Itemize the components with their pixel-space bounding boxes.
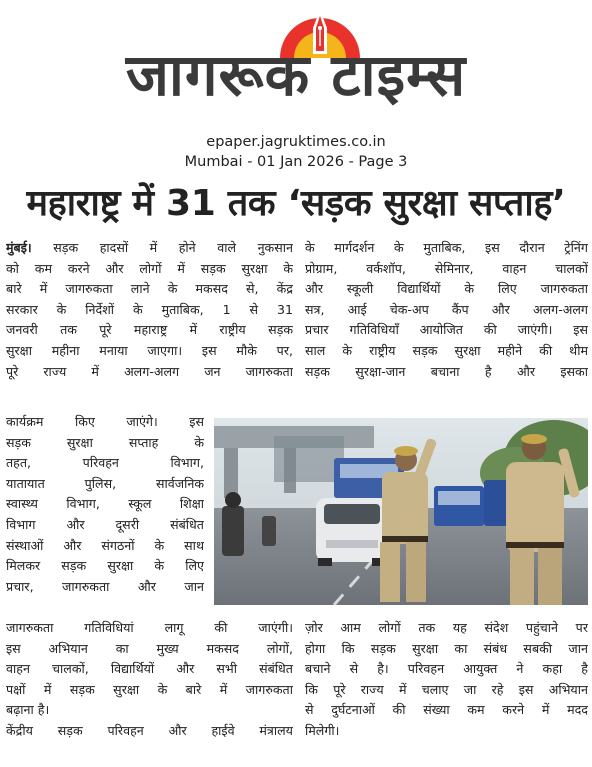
text-line: ज़ोर आम लोगों तक यह संदेश पहुंचाने पर xyxy=(305,620,588,635)
text-line: प्रचार, जागरुकता और जान xyxy=(6,578,204,594)
article-column-a xyxy=(6,238,293,382)
text-line xyxy=(6,238,293,259)
text-line-content: सड़क हादसों में होने वाले नुकसान xyxy=(31,240,293,255)
text-line: बचाने से है। परिवहन आयुक्त ने कहा है xyxy=(305,661,588,677)
text-line: सड़क सुरक्षा-जान बचाना है और इसका xyxy=(305,363,588,379)
edition-date-page: Mumbai - 01 Jan 2026 - Page 3 xyxy=(184,154,408,170)
text-line: और स्कूली विद्यार्थियों के लिए जागरुकता xyxy=(305,281,588,297)
text-line: जागरुकता गतिविधियां लागू की जाएंगी। xyxy=(6,620,293,635)
article-column-c xyxy=(6,412,204,597)
epaper-url[interactable]: epaper.jagruktimes.co.in xyxy=(206,134,386,150)
text-line: सरकार के निर्देशों के मुताबिक, 1 से 31 xyxy=(6,301,293,317)
text-line: को कम करने और लोगों में सड़क सुरक्षा के xyxy=(6,260,293,276)
text-line: प्रचार गतिविधियाँ आयोजित की जाएंगी। इस xyxy=(305,322,588,338)
article-photo xyxy=(214,418,588,605)
text-line: तहत, परिवहन विभाग, xyxy=(6,455,204,471)
edition-info xyxy=(0,132,592,172)
text-line: के मार्गदर्शन के मुताबिक, इस दौरान ट्रेनिंग xyxy=(305,240,588,255)
article-column-e xyxy=(305,618,588,742)
text-line: से दुर्घटनाओं की संख्या कम करने में मदद xyxy=(305,702,588,718)
article-headline: महाराष्ट्र में 31 तक ‘सड़क सुरक्षा सप्ताह’ xyxy=(26,183,566,224)
dateline: मुंबई। xyxy=(6,240,32,255)
masthead xyxy=(0,0,592,125)
text-line: होगा कि सड़क सुरक्षा का संबंध सबकी जान xyxy=(305,640,588,656)
masthead-title: जागरूक टाइम्स xyxy=(125,41,467,109)
text-line: संस्थाओं और संगठनों के साथ xyxy=(6,537,204,553)
text-line: वाहन चालकों, विद्यार्थियों और सभी संबंधित xyxy=(6,661,293,677)
text-line: कि पूरे राज्य में चलाए जा रहे इस अभियान xyxy=(305,681,588,697)
text-line: विभाग और दूसरी संबंधित xyxy=(6,516,204,532)
text-line: केंद्रीय सड़क परिवहन और हाईवे मंत्रालय xyxy=(6,722,293,738)
text-line: सत्र, आई चेक-अप कैंप और अलग-अलग xyxy=(305,301,588,317)
text-line: पक्षों में सड़क सुरक्षा के बारे में जागरुकता xyxy=(6,681,293,697)
text-line: यातायात पुलिस, सार्वजनिक xyxy=(6,475,204,491)
traffic-police-photo xyxy=(214,418,588,605)
text-line: कार्यक्रम किए जाएंगे। इस xyxy=(6,414,204,429)
text-line: पूरे राज्य में अलग-अलग जन जागरुकता xyxy=(6,363,293,379)
article-column-d xyxy=(6,618,293,742)
text-line: जनवरी तक पूरे महाराष्ट्र में राष्ट्रीय सड़क xyxy=(6,322,293,338)
article-column-b xyxy=(305,238,588,382)
text-line: सुरक्षा महीना मनाया जाएगा। इस मौके पर, xyxy=(6,342,293,358)
text-line: सड़क सुरक्षा सप्ताह के xyxy=(6,434,204,450)
text-line: बढ़ाना है। xyxy=(6,702,50,718)
text-line: मिलकर सड़क सुरक्षा के लिए xyxy=(6,558,204,574)
text-line: इस अभियान का मुख्य मकसद लोगों, xyxy=(6,640,293,656)
text-line: स्वास्थ्य विभाग, स्कूल शिक्षा xyxy=(6,496,204,512)
text-line: मिलेगी। xyxy=(305,722,340,738)
text-line: साल के राष्ट्रीय सड़क सुरक्षा महीने की थीम xyxy=(305,342,588,358)
text-line: प्रोग्राम, वर्कशॉप, सेमिनार, वाहन चालकों xyxy=(305,260,588,276)
text-line: बारे में जागरुकता लाने के मकसद से, केंद्र xyxy=(6,281,293,297)
